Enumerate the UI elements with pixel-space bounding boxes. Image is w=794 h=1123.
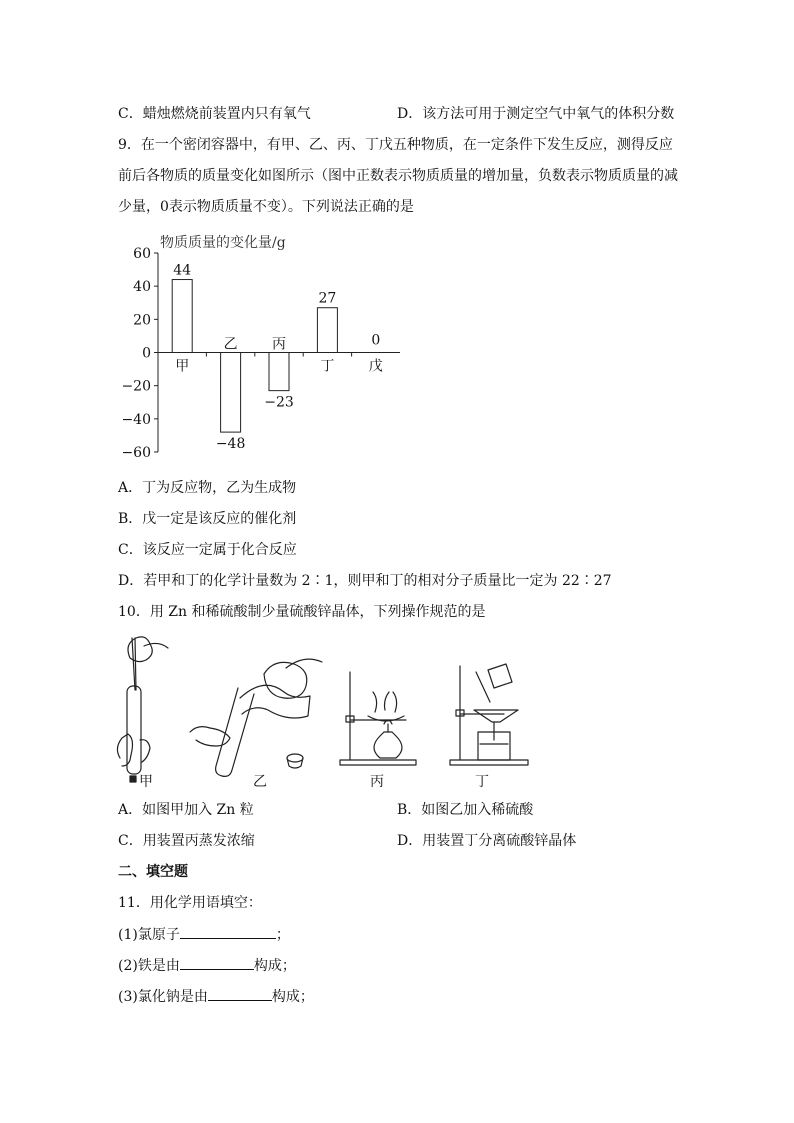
chart-title: 物质质量的变化量/g (160, 235, 286, 251)
q11-part3 (118, 986, 314, 1007)
q11-part2 (118, 955, 296, 976)
category-label: 戊 (368, 358, 383, 375)
figure-yi-pouring-acid (190, 659, 322, 776)
lab-apparatus-illustration (110, 628, 540, 793)
y-tick-label: 60 (133, 246, 151, 262)
category-label: 丁 (320, 358, 335, 375)
q9-option-b: B．戊一定是该反应的催化剂 (118, 511, 297, 527)
q10-stem: 10．用 Zn 和稀硫酸制少量硫酸锌晶体，下列操作规范的是 (118, 604, 486, 620)
q8-option-d: D．该方法可用于测定空气中氧气的体积分数 (397, 106, 675, 122)
q11-part2-answer-blank[interactable] (180, 955, 254, 970)
figure-label-bing: 丙 (370, 774, 384, 790)
q11-part2-prefix: (2)铁是由 (118, 958, 180, 974)
section-title-fill-blank: 二、填空题 (118, 864, 188, 880)
q9-stem-line2: 前后各物质的质量变化如图所示（图中正数表示物质质量的增加量，负数表示物质质量的减 (118, 168, 678, 184)
figure-jia-tube-and-tweezers (117, 637, 168, 782)
q10-option-b: B．如图乙加入稀硫酸 (397, 802, 534, 818)
data-label: 27 (318, 290, 337, 307)
q9-option-d: D．若甲和丁的化学计量数为 2∶1，则甲和丁的相对分子质量比一定为 22∶27 (118, 573, 612, 589)
y-tick-label: −20 (121, 378, 151, 395)
figure-label-jia: 甲 (139, 774, 153, 790)
q11-part1-suffix: ； (275, 927, 290, 943)
y-tick-label: 0 (142, 345, 151, 362)
figure-ding-filtration-setup (450, 664, 528, 765)
bar (317, 308, 337, 353)
q10-option-d: D．用装置丁分离硫酸锌晶体 (397, 833, 577, 849)
q11-part2-suffix: 构成； (253, 958, 296, 974)
figure-label-yi: 乙 (253, 774, 267, 790)
figure-label-ding: 丁 (475, 774, 489, 790)
category-label: 丙 (272, 336, 286, 353)
bar (221, 353, 241, 433)
y-tick-label: 20 (133, 312, 151, 329)
y-tick-label: −60 (121, 445, 151, 461)
q11-part3-suffix: 构成； (271, 989, 314, 1005)
q11-stem: 11．用化学用语填空： (118, 895, 262, 911)
q8-option-c: C．蜡烛燃烧前装置内只有氧气 (118, 106, 311, 122)
q9-option-a: A．丁为反应物，乙为生成物 (118, 480, 297, 496)
data-label: 44 (173, 262, 192, 279)
y-tick-label: −40 (121, 411, 151, 428)
data-label: −23 (264, 394, 294, 411)
q9-option-c: C．该反应一定属于化合反应 (118, 542, 297, 558)
q11-part1 (118, 924, 290, 945)
q11-part1-answer-blank[interactable] (180, 924, 276, 939)
bar (172, 280, 192, 353)
q11-part3-prefix: (3)氯化钠是由 (118, 989, 208, 1005)
q10-option-c: C．用装置丙蒸发浓缩 (118, 833, 255, 849)
y-tick-label: 40 (133, 279, 151, 296)
category-label: 乙 (223, 336, 238, 353)
q11-part3-answer-blank[interactable] (208, 986, 272, 1001)
data-label: −48 (215, 436, 246, 453)
category-label: 甲 (175, 358, 190, 375)
q10-option-a: A．如图甲加入 Zn 粒 (118, 802, 254, 818)
q11-part1-prefix: (1)氯原子 (118, 927, 180, 943)
chart-y-ticks (121, 246, 158, 461)
figure-bing-evaporation-setup (340, 672, 416, 765)
q9-stem-line3: 少量，0表示物质质量不变）。下列说法正确的是 (118, 199, 414, 215)
data-label: 0 (371, 332, 381, 349)
mass-change-bar-chart (110, 228, 410, 464)
q9-stem-line1: 9．在一个密闭容器中，有甲、乙、丙、丁戊五种物质，在一定条件下发生反应，测得反应 (118, 137, 673, 153)
bar (269, 353, 289, 391)
